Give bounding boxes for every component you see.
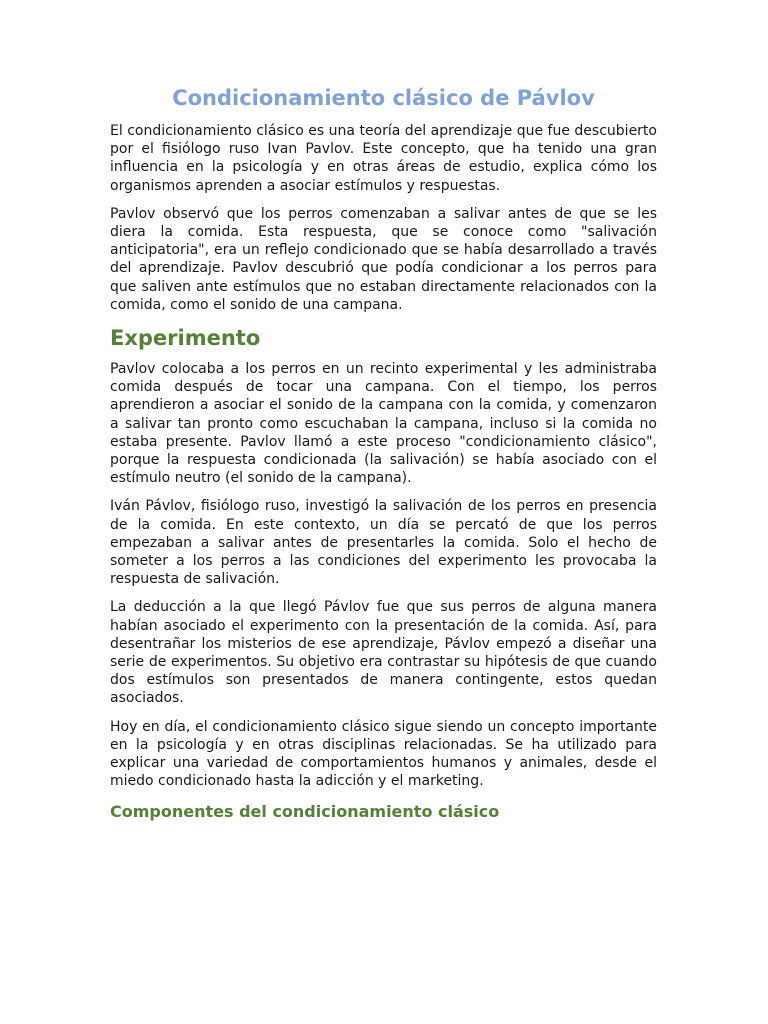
section-heading-componentes: Componentes del condicionamiento clásico: [110, 801, 500, 821]
experimento-paragraph-3: La deducción a la que llegó Pávlov fue que sus perros de alguna manera habían asociado el experimento con la presentación de la comida. Así, para desentrañar los misterios de ese aprendizaje, Pávlov empezó a diseñar una serie de experimentos. Su objetivo era contrastar su hipótesis de que cuando dos estímulos son presentados de manera contingente, estos quedan asociados.: [110, 599, 657, 707]
document-title: Condicionamiento clásico de Pávlov: [172, 86, 595, 110]
intro-paragraph-2: Pavlov observó que los perros comenzaban a salivar antes de que se les diera la comida. Esta respuesta, que se conoce como "salivación anticipatoria", era un reflejo condicionado que se había desarrollado a través del aprendizaje. Pavlov descubrió que podía condicionar a los perros para que saliven ante estímulos que no estaban directamente relacionados con la comida, como el sonido de una campana.: [110, 205, 657, 313]
experimento-paragraph-2: Iván Pávlov, fisiólogo ruso, investigó la salivación de los perros en presencia de la comida. En este contexto, un día se percató de que los perros empezaban a salivar antes de presentarles la comida. Solo el hecho de someter a los perros a las condiciones del experimento les provocaba la respuesta de salivación.: [110, 498, 657, 588]
experimento-paragraph-1: Pavlov colocaba a los perros en un recinto experimental y les administraba comida después de tocar una campana. Con el tiempo, los perros aprendieron a asociar el sonido de la campana con la comida, y comenzaron a salivar tan pronto como escuchaban la campana, incluso si la comida no estaba presente. Pavlov llamó a este proceso "condicionamiento clásico", porque la respuesta condicionada (la salivación) se había asociado con el estímulo neutro (el sonido de la campana).: [110, 361, 657, 487]
section-heading-experimento: Experimento: [110, 326, 261, 351]
intro-paragraph-1: El condicionamiento clásico es una teoría del aprendizaje que fue descubierto por el fisiólogo ruso Ivan Pavlov. Este concepto, que ha tenido una gran influencia en la psicología y en otras áreas de estudio, explica cómo los organismos aprenden a asociar estímulos y respuestas.: [110, 123, 657, 194]
document-body: [110, 84, 657, 823]
experimento-paragraph-4: Hoy en día, el condicionamiento clásico sigue siendo un concepto importante en la psicología y en otras disciplinas relacionadas. Se ha utilizado para explicar una variedad de comportamientos humanos y animales, desde el miedo condicionado hasta la adicción y el marketing.: [110, 718, 657, 790]
